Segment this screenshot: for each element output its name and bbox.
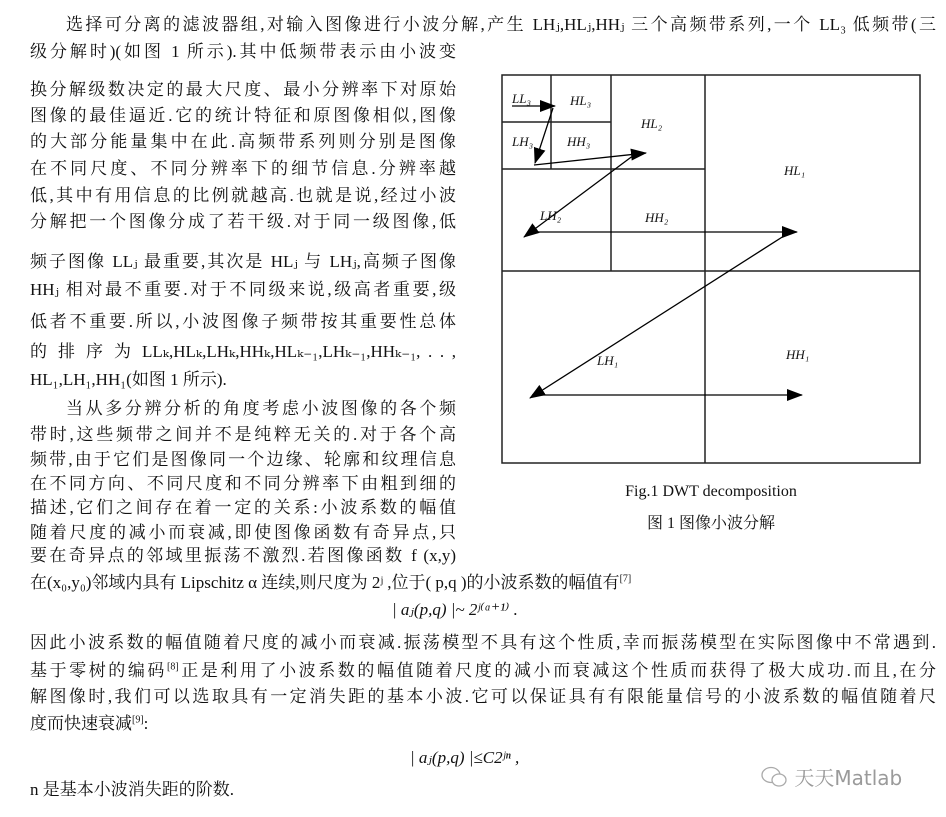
label-lh2: LH₂ [540, 208, 562, 223]
text-line: 因此小波系数的幅值随着尺度的减小而衰减.振荡模型不具有这个性质,幸而振荡模型在实际图像中不常遇到. [30, 633, 936, 652]
citation[interactable]: [9] [132, 714, 144, 726]
text-line: 选择可分离的滤波器组,对输入图像进行小波分解,产生 LHⱼ,HLⱼ,HHⱼ 三个高频带系列,一个 LL₃ 低频带(三 [66, 15, 936, 34]
formula-decay: | aⱼ(p,q) |~ 2ʲ⁽ᵅ⁺¹⁾ . [392, 600, 518, 619]
label-ll3: LL₃ [512, 91, 531, 106]
text-line: 的大部分能量集中在此.高频带系列则分别是图像 [30, 132, 456, 151]
text-span: 基于零树的编码 [30, 661, 167, 680]
text-line: 解图像时,我们可以选取具有一定消失距的基本小波.它可以保证具有有限能量信号的小波系数的幅值随着尺 [30, 687, 936, 706]
figure-caption-zh: 图 1 图像小波分解 [646, 515, 775, 532]
label-hh1: HH₁ [786, 347, 810, 362]
text-line: 图像的最佳逼近.它的统计特征和原图像相似,图像 [30, 106, 456, 125]
text-span: 度而快速衰减 [30, 714, 132, 733]
watermark [760, 762, 902, 791]
watermark-text: 天天Matlab [794, 766, 903, 790]
text-line: 随着尺度的减小而衰减,即使图像函数有奇异点,只 [30, 523, 456, 542]
label-hh3: HH₃ [567, 134, 591, 149]
text-line: 要在奇异点的邻域里振荡不激烈.若图像函数 f (x,y) [30, 546, 456, 565]
text-line: 频子图像 LLⱼ 最重要,其次是 HLⱼ 与 LHⱼ,高频子图像 [30, 252, 456, 271]
text-line: 频带,由于它们是图像同一个边缘、轮廓和纹理信息 [30, 450, 456, 469]
text-line: n 是基本小波消失距的阶数. [30, 780, 234, 799]
text-line: 低,其中有用信息的比例就越高.也就是说,经过小波 [30, 186, 456, 205]
label-hh2: HH₂ [645, 210, 669, 225]
text-line: 带时,这些频带之间并不是纯粹无关的.对于各个高 [30, 425, 456, 444]
arrow [530, 234, 787, 398]
label-hl1: HL₁ [784, 163, 806, 178]
text-line: HL₁,LH₁,HH₁(如图 1 所示). [30, 370, 227, 389]
label-hl3: HL₃ [570, 93, 592, 108]
citation[interactable]: [7] [619, 573, 632, 585]
figure-caption-en: Fig.1 DWT decomposition [625, 483, 797, 500]
citation[interactable]: [8] [167, 661, 179, 673]
formula-bound: | aⱼ(p,q) |≤C2ʲⁿ , [410, 748, 520, 767]
label-lh3: LH₃ [512, 134, 534, 149]
text-span: : [143, 714, 149, 733]
text-line: HHⱼ 相对最不重要.对于不同级来说,级高者重要,级 [30, 280, 456, 299]
label-lh1: LH₁ [597, 353, 619, 368]
text-span: 正是利用了小波系数的幅值随着尺度的减小而衰减这个性质而获得了极大成功.而且,在分 [178, 661, 936, 680]
wechat-icon [760, 765, 788, 789]
text-line: 级分解时)(如图 1 所示).其中低频带表示由小波变 [30, 42, 456, 61]
text-line: 低者不重要.所以,小波图像子频带按其重要性总体 [30, 312, 456, 331]
scan-order-arrows [512, 106, 802, 398]
subband-grid [502, 75, 920, 463]
text-line: 换分解级数决定的最大尺度、最小分辨率下对原始 [30, 80, 456, 99]
arrow [524, 155, 634, 237]
text-line: 分解把一个图像分成了若干级.对于同一级图像,低 [30, 212, 456, 231]
text-span: 在(x₀,y₀)邻域内具有 Lipschitz α 连续,则尺度为 2ʲ ,位于( p,q )的小波系数的幅值有 [30, 573, 620, 592]
text-line: 当从多分辨分析的角度考虑小波图像的各个频 [66, 399, 456, 418]
text-line: 的 排 序 为 LLₖ,HLₖ,LHₖ,HHₖ,HLₖ₋₁,LHₖ₋₁,HHₖ₋₁, . . , [30, 342, 456, 361]
text-line: 在不同尺度、不同分辨率下的细节信息.分辨率越 [30, 159, 456, 178]
text-line: 描述,它们之间存在着一定的关系:小波系数的幅值 [30, 498, 456, 517]
text-line: 在不同方向、不同尺度和不同分辨率下由粗到细的 [30, 474, 456, 493]
label-hl2: HL₂ [641, 116, 663, 131]
